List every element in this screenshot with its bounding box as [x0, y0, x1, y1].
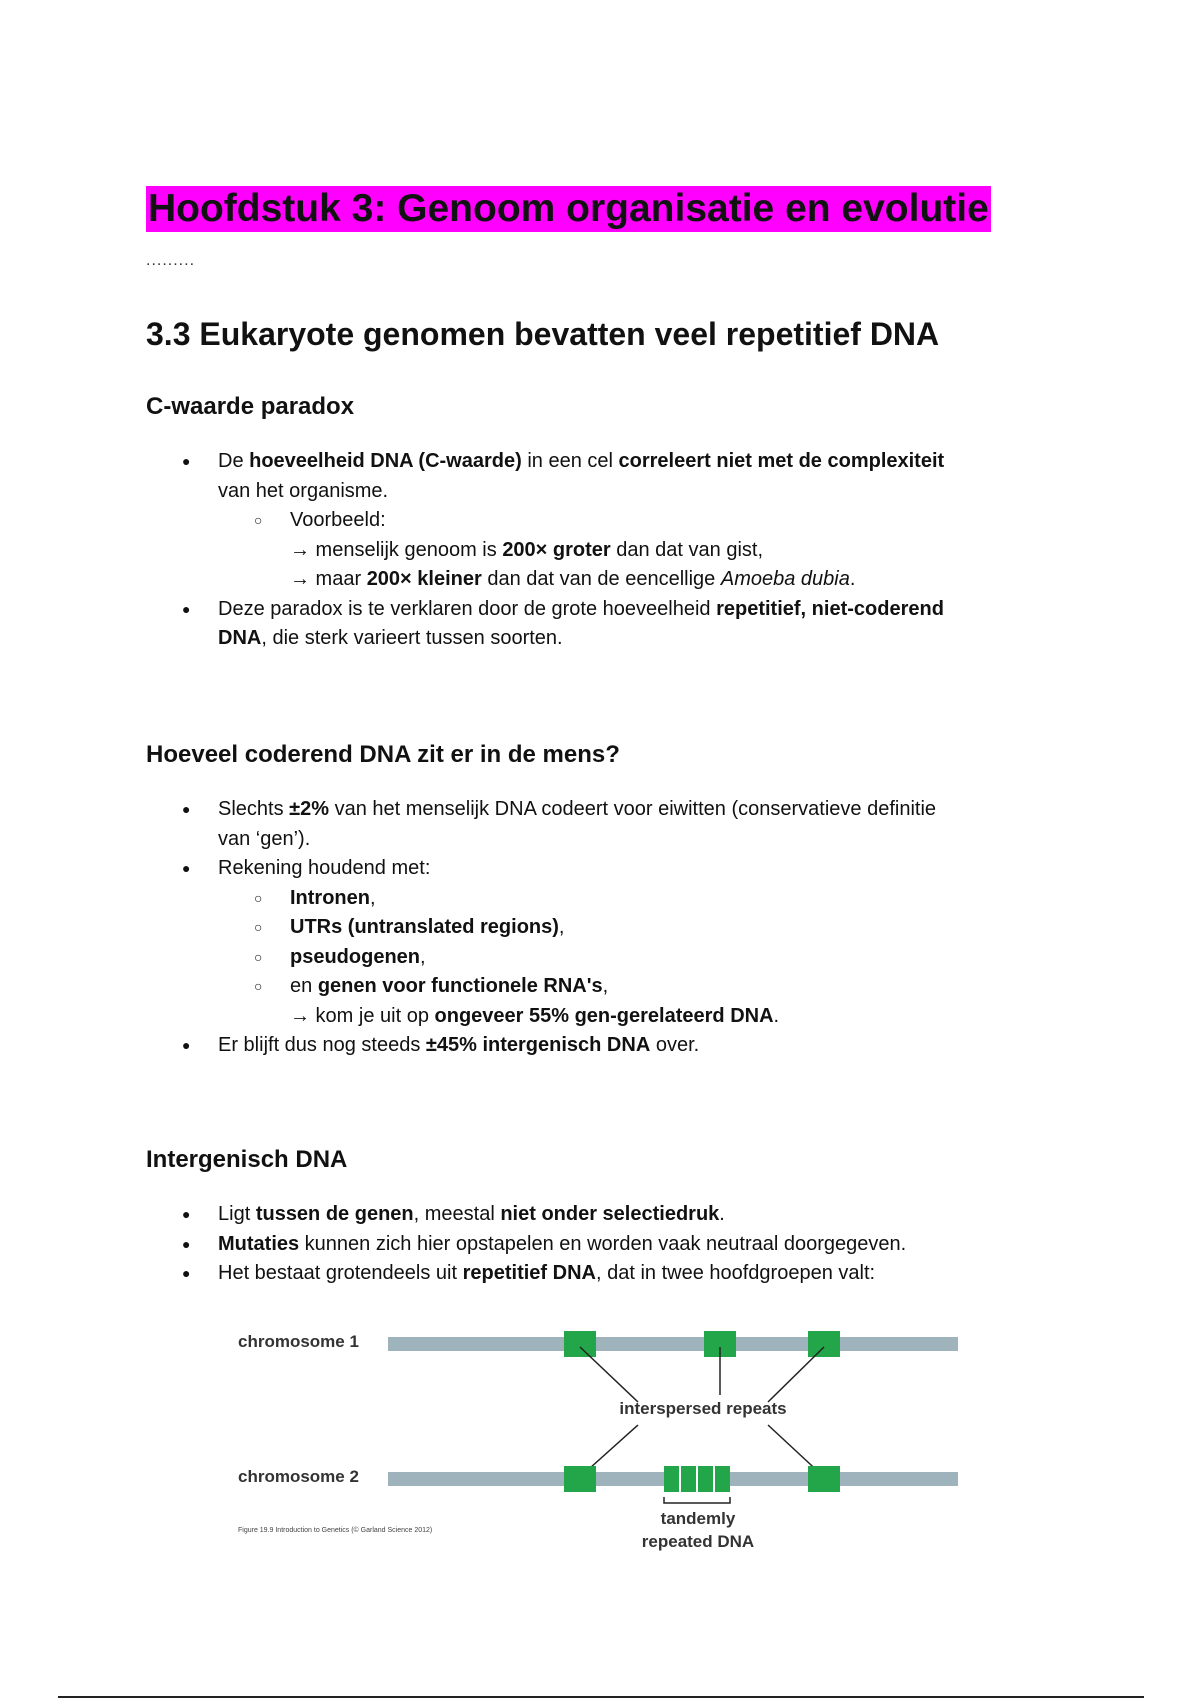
bold-text: repetitief DNA — [462, 1262, 596, 1284]
bold-text: ±45% intergenisch DNA — [425, 1034, 651, 1056]
bold-text: UTRs (untranslated regions) — [290, 916, 559, 938]
text: Er blijft dus nog steeds — [218, 1034, 426, 1056]
text: . — [849, 568, 856, 590]
repeat-block — [564, 1331, 596, 1357]
list-item — [146, 1200, 1046, 1230]
text: , die sterk varieert tussen soorten. — [261, 627, 563, 649]
repeat-block — [808, 1466, 840, 1492]
chromosome-1-bar — [388, 1337, 958, 1351]
ellipsis-dots: ......... — [146, 252, 196, 269]
italic-text: Amoeba dubia — [720, 568, 850, 590]
text: . — [773, 1004, 780, 1027]
repeats-figure — [228, 1307, 968, 1552]
text: kunnen zich hier opstapelen en worden vaak neutraal doorgegeven. — [299, 1232, 907, 1255]
text: Slechts — [218, 798, 290, 820]
text: van ‘gen’). — [218, 827, 311, 850]
text: in een cel — [521, 450, 619, 472]
bold-text: genen voor functionele RNA's — [317, 975, 603, 997]
bold-text: ongeveer 55% gen-gerelateerd DNA — [434, 1004, 774, 1027]
text: , — [420, 945, 426, 968]
sub-list — [218, 506, 1046, 595]
text: , — [558, 916, 565, 938]
sub-list-item — [218, 943, 1046, 973]
figure-caption: Figure 19.9 Introduction to Genetics (© Garland Science 2012) — [238, 1527, 433, 1534]
list-item — [146, 447, 1046, 595]
text: Deze paradox is te verklaren door de grote hoeveelheid — [218, 597, 717, 620]
bold-text: pseudogenen — [290, 945, 421, 968]
text: → menselijk genoom is — [290, 538, 503, 561]
tandem-label-line1: tandemly — [660, 1509, 736, 1528]
text: over. — [650, 1034, 700, 1056]
bold-text: tussen de genen — [255, 1203, 414, 1225]
coding-list — [146, 795, 1046, 1061]
bold-text: Mutaties — [218, 1232, 300, 1255]
bold-text: 200× kleiner — [366, 568, 482, 590]
sub-list-item — [218, 884, 1046, 914]
text: dan dat van de eencellige — [481, 568, 721, 590]
text: , dat in twee hoofdgroepen valt: — [595, 1262, 876, 1284]
text: van het menselijk DNA codeert voor eiwitten (conservatieve definitie — [329, 798, 937, 820]
text: . — [719, 1203, 725, 1225]
text: van het organisme. — [218, 479, 389, 502]
section-heading: 3.3 Eukaryote genomen bevatten veel repetitief DNA — [146, 316, 940, 352]
text: en — [290, 975, 318, 997]
list-item — [146, 595, 1046, 654]
text: dan dat van gist, — [610, 538, 764, 561]
text: Rekening houdend met: — [218, 857, 431, 879]
chromosome-2-label: chromosome 2 — [238, 1467, 359, 1486]
text: Het bestaat grotendeels uit — [218, 1262, 463, 1284]
sub-list — [218, 884, 1046, 1032]
intergenic-list — [146, 1200, 1046, 1289]
repeat-block — [564, 1466, 596, 1492]
list-item — [146, 795, 1046, 854]
sub-list-item — [218, 913, 1046, 943]
page-divider — [58, 1696, 1144, 1698]
bold-text: 200× groter — [502, 538, 611, 561]
chromosome-1-label: chromosome 1 — [238, 1332, 359, 1351]
text: → maar — [290, 568, 367, 590]
bold-text: correleert niet met de complexiteit — [618, 450, 945, 472]
connector-line — [768, 1347, 824, 1402]
bold-text: DNA — [218, 627, 262, 649]
bold-text: Intronen — [290, 886, 370, 909]
text: Ligt — [218, 1203, 256, 1225]
list-item — [146, 1259, 1046, 1289]
intergenic-heading: Intergenisch DNA — [146, 1146, 348, 1173]
list-item — [146, 854, 1046, 1031]
tandem-bracket — [664, 1497, 730, 1503]
list-item — [146, 1031, 1046, 1061]
sub-list-item — [218, 972, 1046, 1031]
list-item — [146, 1230, 1046, 1260]
text: Voorbeeld: — [290, 509, 386, 531]
bold-text: niet onder selectiedruk — [500, 1203, 720, 1225]
text: , — [602, 975, 609, 997]
text: → kom je uit op — [290, 1004, 435, 1027]
repeat-block — [808, 1331, 840, 1357]
text: , — [370, 886, 376, 909]
text: De — [218, 450, 250, 472]
cvalue-heading: C-waarde paradox — [146, 393, 355, 420]
interspersed-label: interspersed repeats — [619, 1399, 787, 1418]
bold-text: repetitief, niet-coderend — [716, 597, 944, 620]
bold-text: hoeveelheid DNA (C-waarde) — [249, 450, 522, 472]
coding-heading: Hoeveel coderend DNA zit er in de mens? — [146, 741, 620, 768]
cvalue-list — [146, 447, 1046, 654]
connector-line — [580, 1347, 638, 1402]
tandem-label-line2: repeated DNA — [641, 1532, 755, 1551]
sub-list-item — [218, 506, 1046, 595]
chapter-title: Hoofdstuk 3: Genoom organisatie en evolutie — [148, 187, 989, 230]
bold-text: ±2% — [289, 798, 330, 820]
text: , meestal — [413, 1203, 501, 1225]
